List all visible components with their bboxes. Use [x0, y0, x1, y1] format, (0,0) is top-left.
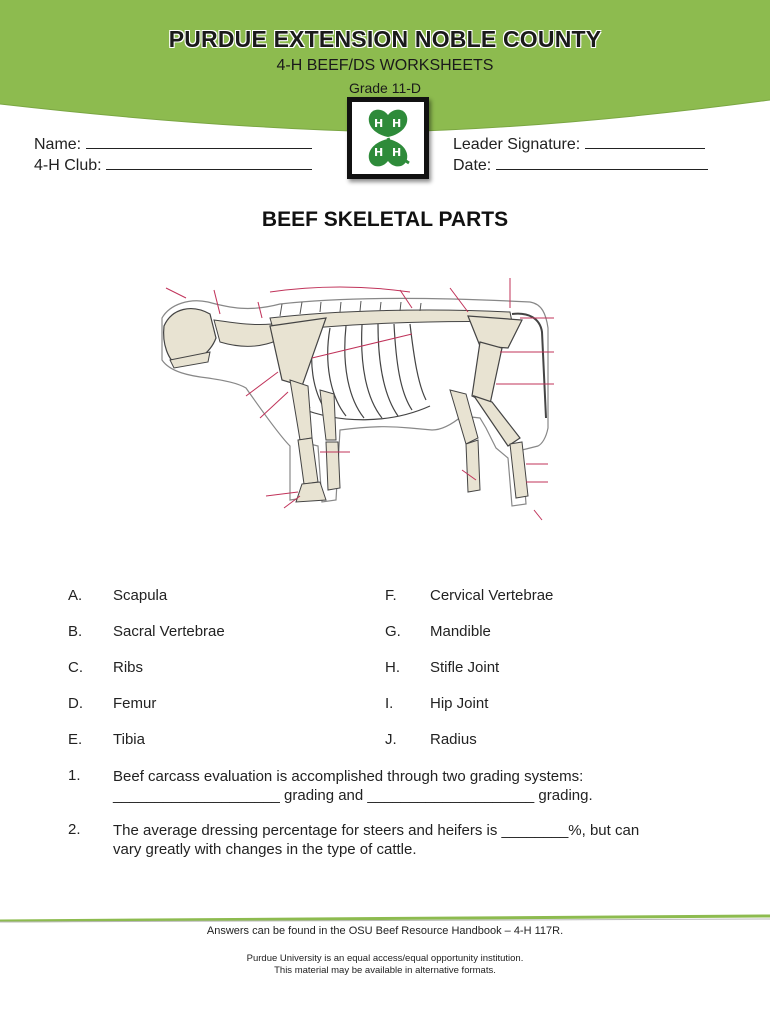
part-name: Hip Joint [430, 695, 489, 712]
footer-divider [0, 914, 770, 924]
part-name: Mandible [430, 623, 491, 640]
part-letter: A. [68, 587, 83, 604]
question-2-line-2: vary greatly with changes in the type of cattle. [113, 841, 417, 858]
worksheet-series-subtitle: 4-H BEEF/DS WORKSHEETS [276, 57, 494, 74]
part-name: Radius [430, 731, 477, 748]
leader-label: Leader Signature: [453, 136, 581, 153]
answers-source-note: Answers can be found in the OSU Beef Resource Handbook – 4-H 117R. [206, 925, 564, 937]
name-field[interactable] [34, 134, 312, 154]
part-letter: G. [385, 623, 401, 640]
worksheet-title: BEEF SKELETAL PARTS [261, 208, 509, 231]
question-2-line-1[interactable]: The average dressing percentage for steers and heifers is ________%, but can [113, 822, 640, 839]
date-label: Date: [453, 157, 492, 174]
grade-label: Grade 11-D [348, 80, 422, 96]
date-line[interactable] [496, 155, 708, 170]
organization-title: PURDUE EXTENSION NOBLE COUNTY [168, 26, 602, 52]
question-1-line-1: Beef carcass evaluation is accomplished through two grading systems: [113, 768, 584, 785]
name-line[interactable] [86, 134, 312, 149]
part-name: Sacral Vertebrae [113, 623, 225, 640]
part-letter: F. [385, 587, 397, 604]
club-label: 4-H Club: [34, 157, 102, 174]
part-name: Tibia [113, 731, 145, 748]
part-letter: J. [385, 731, 397, 748]
part-name: Scapula [113, 587, 168, 604]
leader-signature-field[interactable] [453, 134, 705, 154]
question-2[interactable] [113, 821, 673, 859]
leader-line[interactable] [585, 134, 705, 149]
question-1[interactable] [113, 767, 673, 805]
club-field[interactable] [34, 155, 312, 175]
part-letter: B. [68, 623, 83, 640]
part-letter: I. [385, 695, 394, 712]
question-number: 2. [68, 821, 81, 838]
svg-text:H: H [392, 146, 402, 159]
date-field[interactable] [453, 155, 708, 175]
question-1-line-2[interactable]: ____________________ grading and ____________________ grading. [113, 787, 593, 804]
4-h-clover-icon [347, 97, 429, 179]
part-name: Stifle Joint [430, 659, 500, 676]
svg-text:H: H [374, 117, 384, 130]
equal-access-statement: Purdue University is an equal access/equal opportunity institution. [246, 953, 524, 964]
part-name: Femur [113, 695, 157, 712]
question-number: 1. [68, 767, 81, 784]
part-name: Ribs [113, 659, 144, 676]
part-letter: C. [68, 659, 83, 676]
name-label: Name: [34, 136, 82, 153]
beef-skeleton-diagram [150, 268, 570, 528]
part-letter: H. [385, 659, 400, 676]
club-line[interactable] [106, 155, 312, 170]
part-letter: D. [68, 695, 83, 712]
part-letter: E. [68, 731, 83, 748]
part-name: Cervical Vertebrae [430, 587, 554, 604]
svg-text:H: H [374, 146, 384, 159]
svg-text:H: H [392, 117, 402, 130]
alternative-formats-statement: This material may be available in alternative formats. [274, 965, 496, 976]
